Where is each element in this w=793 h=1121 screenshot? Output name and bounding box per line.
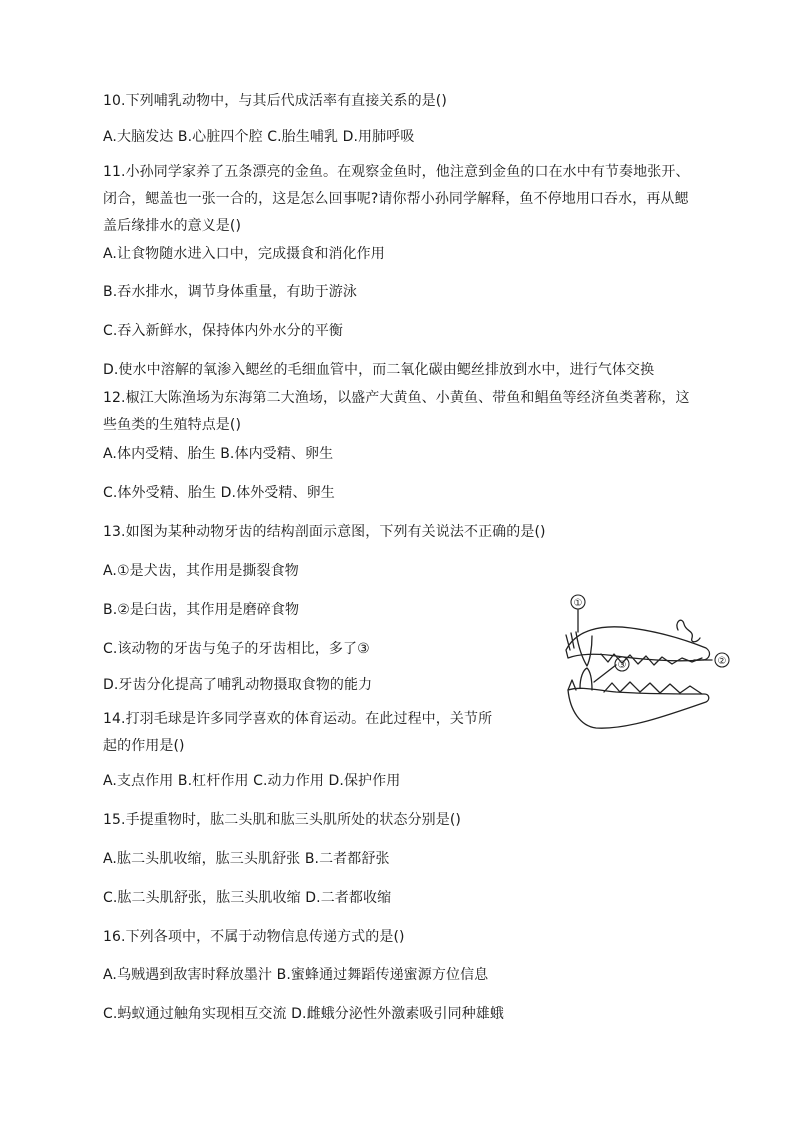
- question-13-stem: 13.如图为某种动物牙齿的结构剖面示意图，下列有关说法不正确的是(): [103, 524, 546, 540]
- question-15-options-cd: C.肱二头肌舒张，肱三头肌收缩 D.二者都收缩: [103, 890, 392, 906]
- upper-jaw: [566, 627, 709, 661]
- question-11-option-a: A.让食物随水进入口中，完成摄食和消化作用: [103, 246, 385, 262]
- question-15-options-ab: A.肱二头肌收缩，肱三头肌舒张 B.二者都舒张: [103, 851, 390, 867]
- question-12-options-ab: A.体内受精、胎生 B.体内受精、卵生: [103, 446, 334, 462]
- teeth-diagram: [556, 590, 736, 740]
- question-16-options-ab: A.乌贼遇到敌害时释放墨汁 B.蜜蜂通过舞蹈传递蜜源方位信息: [103, 967, 489, 983]
- label-3: ③: [617, 660, 627, 671]
- question-14-stem-line2: 起的作用是(): [103, 738, 185, 754]
- lower-canine: [580, 668, 592, 690]
- leader-line-3: [594, 665, 616, 682]
- question-16-options-cd: C.蚂蚁通过触角实现相互交流 D.雌蛾分泌性外激素吸引同种雄蛾: [103, 1006, 505, 1022]
- question-13-option-b: B.②是臼齿，其作用是磨碎食物: [103, 602, 300, 618]
- question-11-stem-line3: 盖后缘排水的意义是(): [103, 218, 242, 234]
- question-12-stem-line2: 些鱼类的生殖特点是(): [103, 417, 242, 433]
- question-11-option-c: C.吞入新鲜水，保持体内外水分的平衡: [103, 323, 344, 339]
- question-13-option-d: D.牙齿分化提高了哺乳动物摄取食物的能力: [103, 677, 373, 693]
- label-2: ②: [717, 656, 727, 667]
- question-11-stem-line1: 11.小孙同学家养了五条漂亮的金鱼。在观察金鱼时，他注意到金鱼的口在水中有节奏地张开、: [103, 164, 690, 180]
- question-12-stem-line1: 12.椒江大陈渔场为东海第二大渔场，以盛产大黄鱼、小黄鱼、带鱼和鲳鱼等经济鱼类著称，这: [103, 390, 690, 406]
- question-13-option-c: C.该动物的牙齿与兔子的牙齿相比，多了③: [103, 641, 370, 657]
- question-16-stem: 16.下列各项中，不属于动物信息传递方式的是(): [103, 929, 405, 945]
- question-10-stem: 10.下列哺乳动物中，与其后代成活率有直接关系的是(): [103, 93, 447, 109]
- question-10-options: A.大脑发达 B.心脏四个腔 C.胎生哺乳 D.用肺呼吸: [103, 129, 415, 145]
- lower-jaw: [568, 688, 709, 728]
- question-12-options-cd: C.体外受精、胎生 D.体外受精、卵生: [103, 485, 335, 501]
- question-11-option-b: B.吞水排水，调节身体重量，有助于游泳: [103, 284, 357, 300]
- question-11-stem-line2: 闭合，鳃盖也一张一合的，这是怎么回事呢?请你帮小孙同学解释，鱼不停地用口吞水，再从鳃: [103, 191, 689, 207]
- label-1: ①: [573, 598, 583, 609]
- question-14-stem-line1: 14.打羽毛球是许多同学喜欢的体育运动。在此过程中，关节所: [103, 711, 493, 727]
- question-11-option-d: D.使水中溶解的氧渗入鳃丝的毛细血管中，而二氧化碳由鳃丝排放到水中，进行气体交换: [103, 362, 655, 378]
- question-13-option-a: A.①是犬齿，其作用是撕裂食物: [103, 563, 299, 579]
- question-14-options: A.支点作用 B.杠杆作用 C.动力作用 D.保护作用: [103, 773, 401, 789]
- upper-canine: [576, 632, 592, 666]
- question-15-stem: 15.手提重物时，肱二头肌和肱三头肌所处的状态分别是(): [103, 812, 461, 828]
